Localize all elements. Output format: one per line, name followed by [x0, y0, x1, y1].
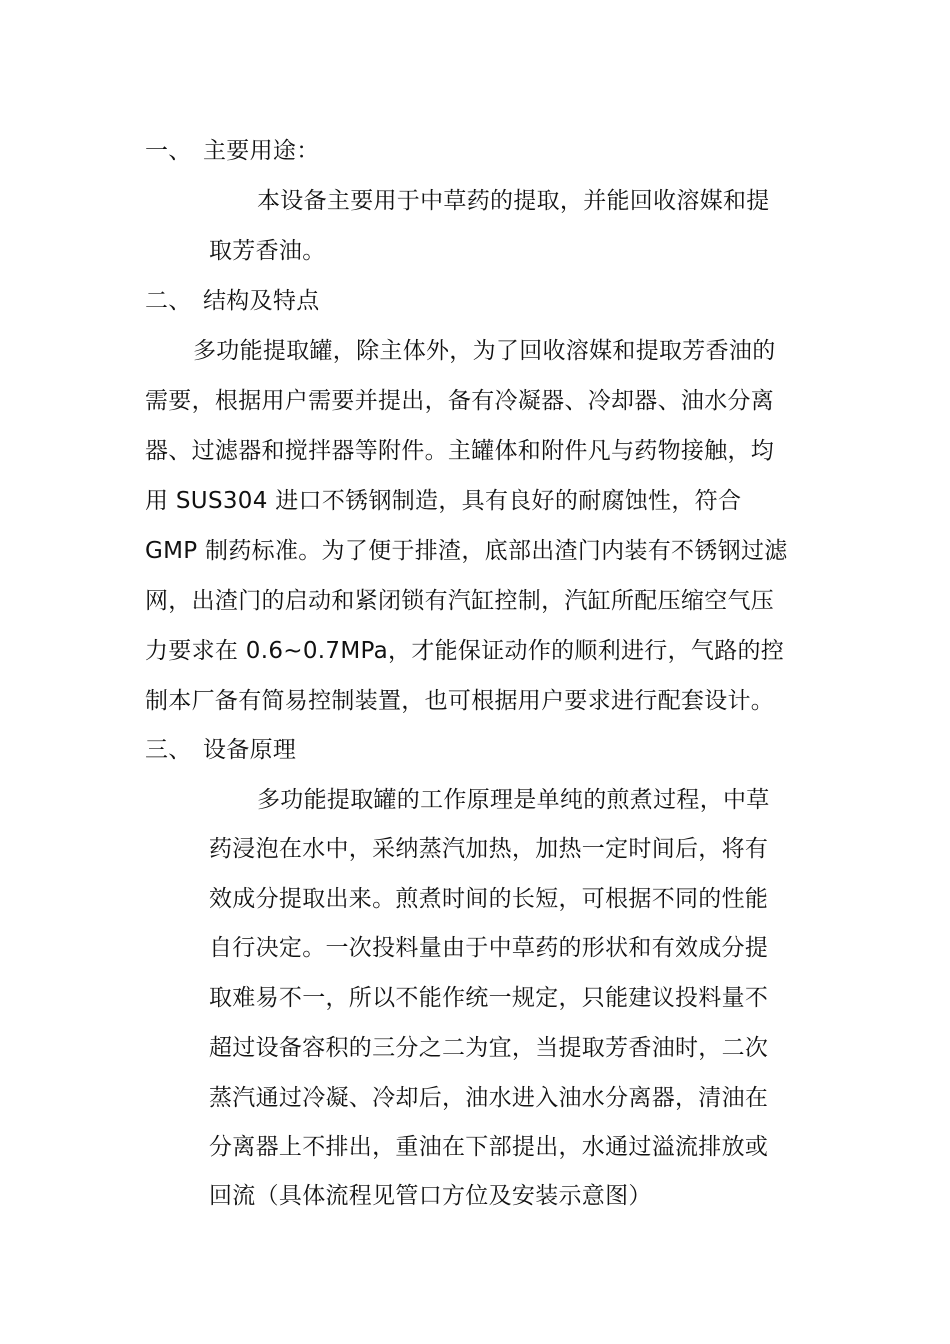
section-3-line-2: 药浸泡在水中，采纳蒸汽加热，加热一定时间后，将有	[209, 836, 769, 862]
section-1-line-1: 本设备主要用于中草药的提取，并能回收溶媒和提	[257, 188, 770, 214]
section-1-heading	[145, 136, 320, 166]
section-2-line-1: 多功能提取罐，除主体外，为了回收溶媒和提取芳香油的	[193, 338, 776, 364]
section-3-number: 三、	[145, 737, 192, 763]
section-2-number: 二、	[145, 288, 192, 314]
section-3-line-6: 超过设备容积的三分之二为宜，当提取芳香油时，二次	[209, 1035, 769, 1061]
section-2-line-5: GMP 制药标准。为了便于排渣，底部出渣门内装有不锈钢过滤	[145, 538, 788, 564]
section-3-heading	[145, 735, 296, 765]
section-2-line-7: 力要求在 0.6~0.7MPa，才能保证动作的顺利进行，气路的控	[145, 638, 785, 664]
section-2-line-4: 用 SUS304 进口不锈钢制造，具有良好的耐腐蚀性，符合	[145, 488, 742, 514]
section-2-line-2: 需要，根据用户需要并提出，备有冷凝器、冷却器、油水分离	[145, 388, 775, 414]
section-3-line-9: 回流（具体流程见管口方位及安装示意图）	[209, 1183, 652, 1209]
section-3-line-1: 多功能提取罐的工作原理是单纯的煎煮过程，中草	[257, 787, 770, 813]
section-3-line-3: 效成分提取出来。煎煮时间的长短，可根据不同的性能	[209, 886, 769, 912]
section-2-title: 结构及特点	[203, 288, 320, 314]
section-3-line-5: 取难易不一，所以不能作统一规定，只能建议投料量不	[209, 985, 769, 1011]
section-3-line-4: 自行决定。一次投料量由于中草药的形状和有效成分提	[209, 935, 769, 961]
section-2-line-8: 制本厂备有简易控制装置，也可根据用户要求进行配套设计。	[145, 688, 775, 714]
section-2-heading	[145, 286, 320, 316]
section-1-line-2: 取芳香油。	[209, 238, 326, 264]
section-2-line-6: 网，出渣门的启动和紧闭锁有汽缸控制，汽缸所配压缩空气压	[145, 588, 775, 614]
section-3-title: 设备原理	[203, 737, 297, 763]
section-1-title: 主要用途：	[203, 138, 320, 164]
section-3-line-7: 蒸汽通过冷凝、冷却后，油水进入油水分离器，清油在	[209, 1085, 769, 1111]
section-1-number: 一、	[145, 138, 192, 164]
section-2-line-3: 器、过滤器和搅拌器等附件。主罐体和附件凡与药物接触，均	[145, 438, 775, 464]
section-3-line-8: 分离器上不排出，重油在下部提出，水通过溢流排放或	[209, 1134, 769, 1160]
